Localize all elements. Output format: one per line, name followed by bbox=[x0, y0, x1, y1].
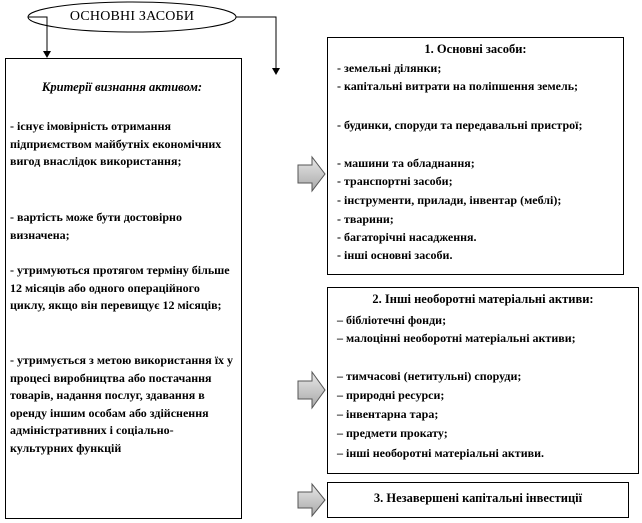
arrowhead-right bbox=[272, 68, 280, 75]
group1-item-8: - багаторічні насадження. bbox=[337, 230, 477, 244]
main-title: ОСНОВНІ ЗАСОБИ bbox=[69, 9, 195, 24]
group1-item-1: - земельні ділянки; bbox=[337, 61, 442, 75]
group1-item-7: - тварини; bbox=[337, 212, 394, 226]
group1-title: 1. Основні засоби: bbox=[424, 42, 527, 56]
group2-item-7: – інші необоротні матеріальні активи. bbox=[337, 446, 545, 460]
group1-item-5: - транспортні засоби; bbox=[337, 174, 453, 188]
criteria-item-2: - вартість може бути достовірно визначена; bbox=[10, 210, 182, 242]
block-arrow-3 bbox=[298, 484, 325, 516]
criteria-heading: Критерії визнання активом: bbox=[41, 80, 203, 94]
group2-item-5: – інвентарна тара; bbox=[337, 407, 439, 421]
arrowhead-left bbox=[43, 51, 51, 58]
connector-right bbox=[236, 17, 276, 72]
group1-item-6: - інструменти, прилади, інвентар (меблі); bbox=[337, 193, 562, 207]
group2-item-4: – природні ресурси; bbox=[337, 388, 445, 402]
group1-item-4: - машини та обладнання; bbox=[337, 156, 475, 170]
group3-title: 3. Незавершені капітальні інвестиції bbox=[373, 491, 583, 505]
block-arrow-2 bbox=[298, 372, 325, 408]
group1-item-3: - будинки, споруди та передавальні пристрої; bbox=[337, 118, 583, 132]
group1-item-2: - капітальні витрати на поліпшення земель; bbox=[337, 79, 579, 93]
group2-item-2: – малоцінні необоротні матеріальні активи; bbox=[337, 331, 576, 345]
criteria-item-3: - утримуються протягом терміну більше 12 місяців або одного операційного циклу, якщо він перевищує 12 місяців; bbox=[10, 263, 230, 312]
criteria-item-1: - існує імовірність отримання підприємством майбутніх економічних вигод внаслідок використання; bbox=[10, 119, 222, 168]
group2-title: 2. Інші необоротні матеріальні активи: bbox=[372, 292, 594, 306]
group2-item-1: – бібліотечні фонди; bbox=[337, 313, 447, 327]
criteria-item-4: - утримується з метою використання їх у процесі виробництва або постачання товарів, надання послуг, здавання в оренду іншим особам або здійснення адміністративних і соціально-культурних функцій bbox=[10, 353, 234, 455]
group2-item-6: – предмети прокату; bbox=[337, 426, 448, 440]
group1-item-9: - інші основні засоби. bbox=[337, 248, 453, 262]
block-arrow-1 bbox=[298, 157, 325, 191]
group2-item-3: – тимчасові (нетитульні) споруди; bbox=[337, 369, 522, 383]
